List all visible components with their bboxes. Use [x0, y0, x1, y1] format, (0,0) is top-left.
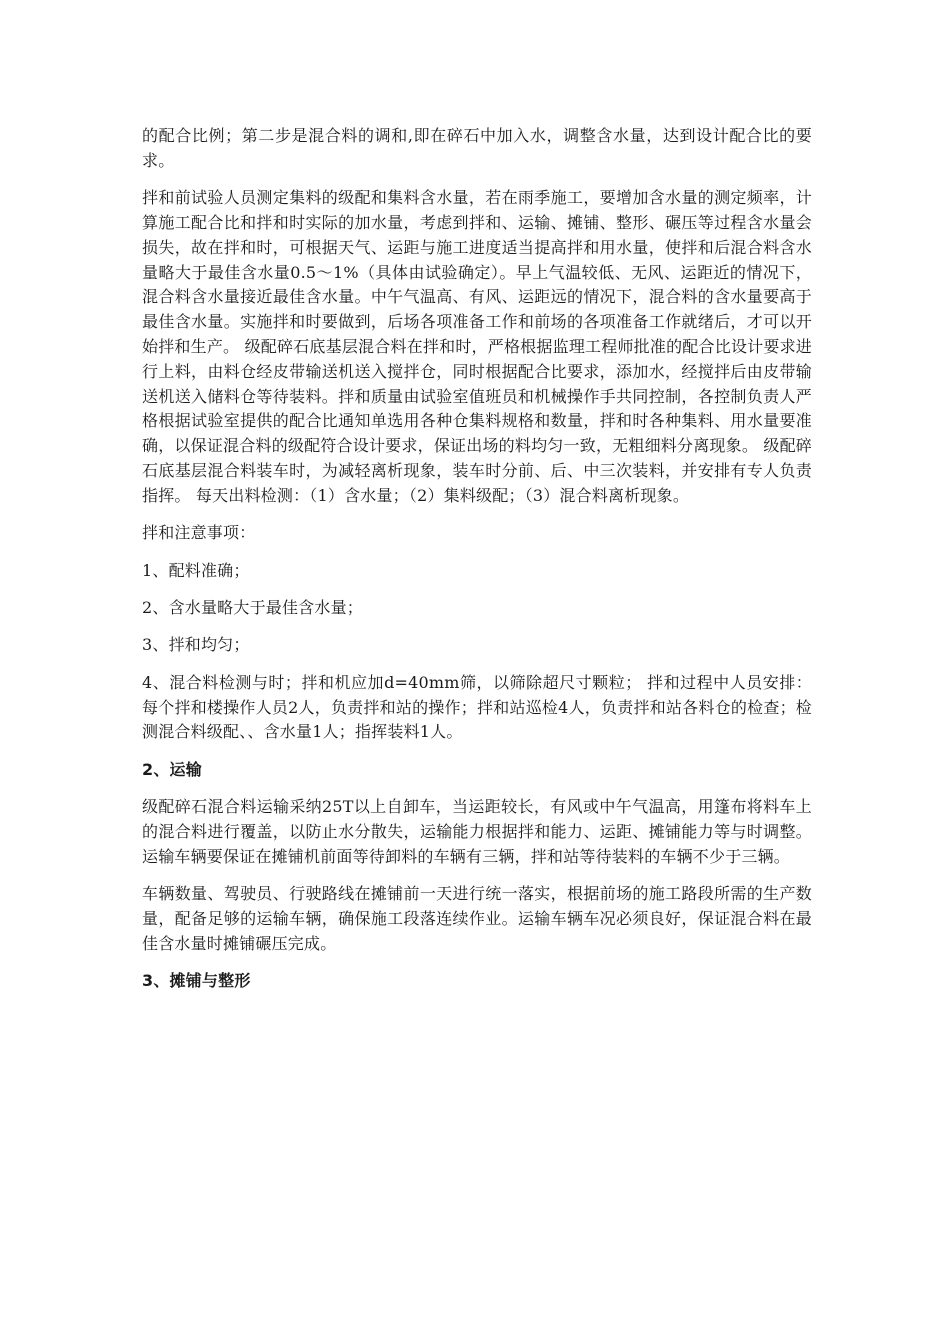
paragraph-mix-ratio: 的配合比例；第二步是混合料的调和,即在碎石中加入水，调整含水量，达到设计配合比的要求。: [142, 126, 812, 170]
paragraph-transport-vehicles: 级配碎石混合料运输采纳25T以上自卸车，当运距较长，有风或中午气温高，用篷布将料车上的混合料进行覆盖，以防止水分散失，运输能力根据拌和能力、运距、摊铺能力等与时调整。运输车辆要保证在摊铺机前面等待卸料的车辆有三辆，拌和站等待装料的车辆不少于三辆。: [142, 797, 812, 866]
list-item-batching: 1、配料准确；: [142, 560, 250, 580]
paragraph-transport-arrangement: 车辆数量、驾驶员、行驶路线在摊铺前一天进行统一落实，根据前场的施工路段所需的生产数量，配备足够的运输车辆，确保施工段落连续作业。运输车辆车况必须良好，保证混合料在最佳含水量时摊铺碾压完成。: [142, 884, 812, 953]
section-heading-transport: 2、运输: [142, 759, 202, 779]
section-heading-paving: 3、摊铺与整形: [142, 971, 251, 991]
document-page: [142, 124, 812, 1006]
list-item-uniform-mixing: 3、拌和均匀；: [142, 635, 250, 655]
paragraph-mixing-notes-title: 拌和注意事项：: [142, 523, 256, 543]
paragraph-mixing-procedure: 拌和前试验人员测定集料的级配和集料含水量，若在雨季施工，要增加含水量的测定频率，计算施工配合比和拌和时实际的加水量，考虑到拌和、运输、摊铺、整形、碾压等过程含水量会损失，故在拌和时，可根据天气、运距与施工进度适当提高拌和用水量，使拌和后混合料含水量略大于最佳含水量0.5～1%（具体由试验确定）。早上气温较低、无风、运距近的情况下，混合料含水量接近最佳含水量。中午气温高、有风、运距远的情况下，混合料的含水量要高于最佳含水量。实施拌和时要做到，后场各项准备工作和前场的各项准备工作就绪后，才可以开始拌和生产。 级配碎石底基层混合料在拌和时，严格根据监理工程师批准的配合比设计要求进行上料，由料仓经皮带输送机送入搅拌仓，同时根据配合比要求，添加水，经搅拌后由皮带输送机送入储料仓等待装料。拌和质量由试验室值班员和机械操作手共同控制，各控制负责人严格根据试验室提供的配合比通知单选用各种仓集料规格和数量，拌和时各种集料、用水量要准确，以保证混合料的级配符合设计要求，保证出场的料均匀一致，无粗细料分离现象。 级配碎石底基层混合料装车时，为减轻离析现象，装车时分前、后、中三次装料，并安排有专人负责指挥。 每天出料检测：（1）含水量；（2）集料级配；（3）混合料离析现象。: [142, 188, 812, 505]
list-item-testing-staffing: 4、混合料检测与时；拌和机应加d=40mm筛，以筛除超尺寸颗粒； 拌和过程中人员安排：每个拌和楼操作人员2人，负责拌和站的操作；拌和站巡检4人，负责拌和站各料仓的检查；检测混合料级配、、含水量1人；指挥装料1人。: [142, 672, 812, 742]
list-item-moisture: 2、含水量略大于最佳含水量；: [142, 597, 363, 617]
